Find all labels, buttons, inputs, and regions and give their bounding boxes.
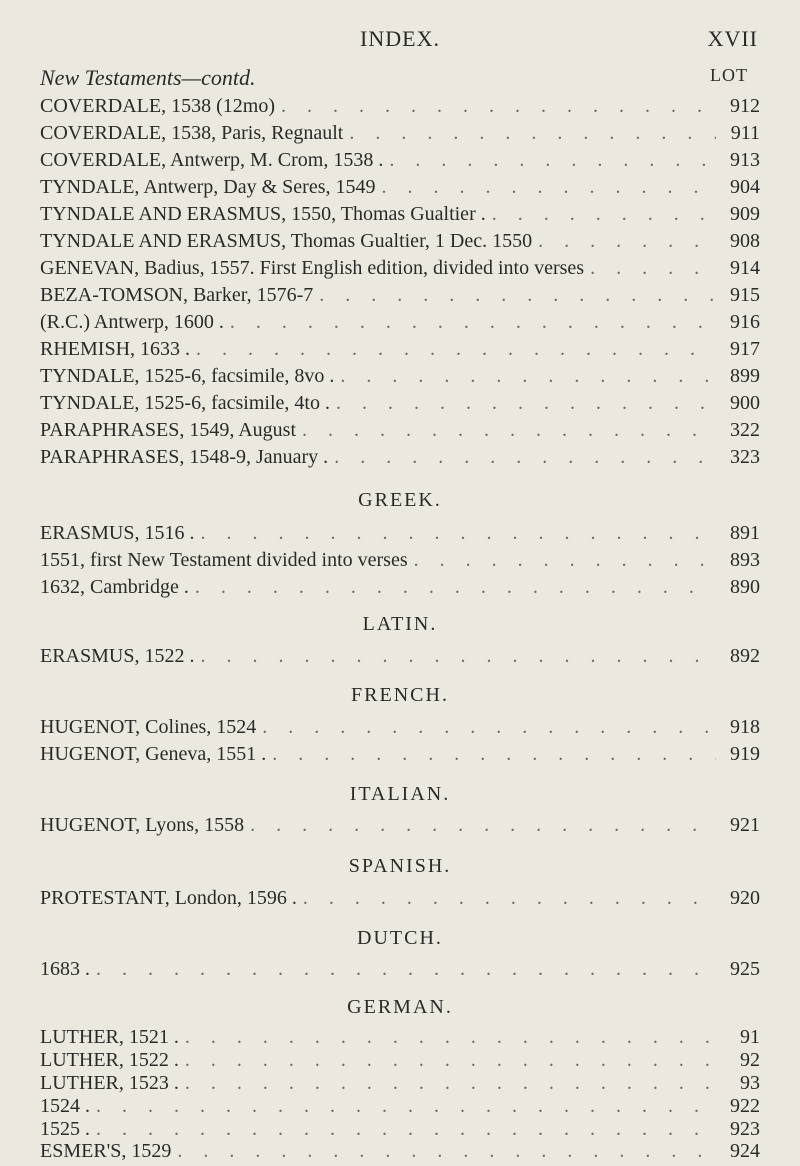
- entry-lot: 904: [730, 176, 760, 198]
- entry-lot: 923: [730, 1118, 760, 1140]
- entry-text: ERASMUS, 1516 .: [40, 522, 195, 544]
- entry-lot: 917: [730, 338, 760, 360]
- entry-text: TYNDALE, 1525-6, facsimile, 4to .: [40, 392, 330, 414]
- index-entry: [40, 887, 760, 913]
- entry-lot: 322: [730, 419, 760, 441]
- entry-text: 1683 .: [40, 958, 90, 980]
- entry-text: COVERDALE, 1538 (12mo): [40, 95, 275, 117]
- entry-text: HUGENOT, Lyons, 1558: [40, 814, 245, 836]
- index-entry: [40, 958, 760, 984]
- entry-lot: 909: [730, 203, 760, 225]
- entry-text: 1524 .: [40, 1095, 90, 1117]
- entry-text: COVERDALE, 1538, Paris, Regnault: [40, 122, 344, 144]
- index-entry: [40, 446, 760, 472]
- entry-lot: 916: [730, 311, 760, 333]
- index-entry: [40, 522, 760, 548]
- entry-lot: 924: [730, 1140, 760, 1162]
- index-entry: [40, 419, 760, 445]
- page-number: XVII: [707, 26, 758, 51]
- index-entry: [40, 176, 760, 202]
- index-entry: [40, 1140, 760, 1166]
- index-entry: [40, 284, 760, 310]
- entry-text: BEZA-TOMSON, Barker, 1576-7: [40, 284, 314, 306]
- language-heading-spanish: SPANISH.: [348, 855, 452, 877]
- index-entry: [40, 392, 760, 418]
- entry-lot: 925: [730, 958, 760, 980]
- entry-text: PROTESTANT, London, 1596 .: [40, 887, 297, 909]
- entry-lot: 892: [730, 645, 760, 667]
- index-entry: [40, 743, 760, 769]
- entry-lot: 913: [730, 149, 760, 171]
- index-entry: [40, 311, 760, 337]
- entry-text: 1525 .: [40, 1118, 90, 1140]
- index-entry: [40, 576, 760, 602]
- index-entry: [40, 257, 760, 283]
- entry-lot: 919: [730, 743, 760, 765]
- entry-lot: 900: [730, 392, 760, 414]
- language-heading-german: GERMAN.: [347, 996, 453, 1018]
- language-heading-dutch: DUTCH.: [357, 927, 443, 949]
- index-entry: [40, 338, 760, 364]
- index-entry: [40, 814, 760, 840]
- entry-lot: 911: [730, 122, 760, 144]
- index-entry: [40, 95, 760, 121]
- entry-lot: 92: [740, 1049, 760, 1071]
- index-entry: [40, 149, 760, 175]
- lot-column-label: LOT: [710, 65, 748, 85]
- entry-text: PARAPHRASES, 1549, August: [40, 419, 297, 441]
- entry-lot: 93: [740, 1072, 760, 1094]
- language-heading-latin: LATIN.: [362, 613, 438, 635]
- entry-text: RHEMISH, 1633 .: [40, 338, 191, 360]
- entry-lot: 893: [730, 549, 760, 571]
- section-heading: New Testaments—contd.: [40, 65, 256, 90]
- page-title: INDEX.: [360, 26, 440, 51]
- entry-text: TYNDALE AND ERASMUS, 1550, Thomas Gualtier .: [40, 203, 486, 225]
- index-entry: [40, 716, 760, 742]
- entry-text: ERASMUS, 1522 .: [40, 645, 195, 667]
- language-heading-greek: GREEK.: [358, 489, 442, 511]
- entry-lot: 899: [730, 365, 760, 387]
- index-entry: [40, 122, 760, 148]
- entry-lot: 914: [730, 257, 760, 279]
- entry-lot: 912: [730, 95, 760, 117]
- index-entry: [40, 230, 760, 256]
- entry-lot: 915: [730, 284, 760, 306]
- index-entry: [40, 203, 760, 229]
- entry-text: 1551, first New Testament divided into verses: [40, 549, 408, 571]
- language-heading-french: FRENCH.: [351, 684, 449, 706]
- entry-text: ESMER'S, 1529: [40, 1140, 172, 1162]
- entry-text: PARAPHRASES, 1548-9, January .: [40, 446, 329, 468]
- entry-lot: 920: [730, 887, 760, 909]
- entry-text: LUTHER, 1522 .: [40, 1049, 179, 1071]
- entry-lot: 890: [730, 576, 760, 598]
- entry-text: COVERDALE, Antwerp, M. Crom, 1538 .: [40, 149, 384, 171]
- index-entry: [40, 365, 760, 391]
- entry-text: 1632, Cambridge .: [40, 576, 189, 598]
- entry-text: GENEVAN, Badius, 1557. First English edition, divided into verses: [40, 257, 585, 279]
- entry-text: TYNDALE, Antwerp, Day & Seres, 1549: [40, 176, 376, 198]
- entry-text: (R.C.) Antwerp, 1600 .: [40, 311, 224, 333]
- entry-lot: 921: [730, 814, 760, 836]
- entry-text: HUGENOT, Colines, 1524: [40, 716, 257, 738]
- entry-text: TYNDALE, 1525-6, facsimile, 8vo .: [40, 365, 335, 387]
- entry-lot: 922: [730, 1095, 760, 1117]
- index-entry: [40, 645, 760, 671]
- index-entry: [40, 549, 760, 575]
- entry-text: LUTHER, 1521 .: [40, 1026, 179, 1048]
- entry-lot: 323: [730, 446, 760, 468]
- entry-lot: 891: [730, 522, 760, 544]
- entry-lot: 91: [740, 1026, 760, 1048]
- language-heading-italian: ITALIAN.: [349, 783, 451, 805]
- entry-text: HUGENOT, Geneva, 1551 .: [40, 743, 267, 765]
- entry-lot: 918: [730, 716, 760, 738]
- entry-text: TYNDALE AND ERASMUS, Thomas Gualtier, 1 Dec. 1550: [40, 230, 533, 252]
- entry-lot: 908: [730, 230, 760, 252]
- entry-text: LUTHER, 1523 .: [40, 1072, 179, 1094]
